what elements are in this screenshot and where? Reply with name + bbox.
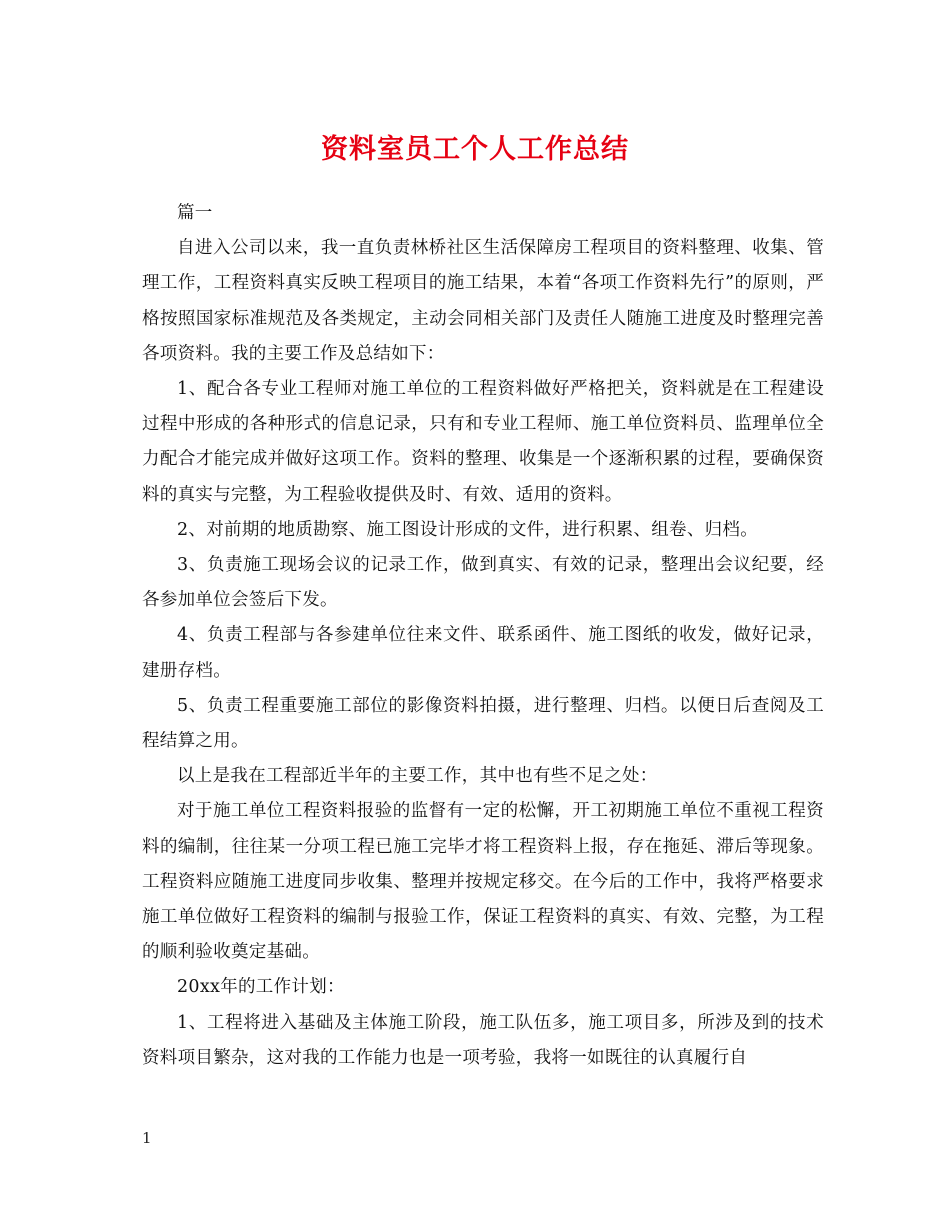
paragraph-item-1: 1、配合各专业工程师对施工单位的工程资料做好严格把关，资料就是在工程建设过程中形成的各种形式的信息记录，只有和专业工程师、施工单位资料员、监理单位全力配合才能完成并做好这项工作。资料的整理、收集是一个逐渐积累的过程，要确保资料的真实与完整，为工程验收提供及时、有效、适用的资料。 [142, 379, 824, 505]
paragraph-item-3: 3、负责施工现场会议的记录工作，做到真实、有效的记录，整理出会议纪要，经各参加单位会签后下发。 [142, 555, 824, 611]
section-heading: 篇一 [177, 203, 213, 223]
paragraph-item-4: 4、负责工程部与各参建单位往来文件、联系函件、施工图纸的收发，做好记录，建册存档。 [142, 625, 824, 681]
paragraph-plan-heading: 20xx年的工作计划： [177, 977, 345, 998]
paragraph-item-5: 5、负责工程重要施工部位的影像资料拍摄，进行整理、归档。以便日后查阅及工程结算之用。 [142, 695, 824, 752]
paragraph-intro: 自进入公司以来，我一直负责林桥社区生活保障房工程项目的资料整理、收集、管理工作，工程资料真实反映工程项目的施工结果，本着“各项工作资料先行”的原则，严格按照国家标准规范及各类规定，主动会同相关部门及责任人随施工进度及时整理完善各项资料。我的主要工作及总结如下： [142, 238, 824, 364]
paragraph-item-2: 2、对前期的地质勘察、施工图设计形成的文件，进行积累、组卷、归档。 [177, 519, 759, 540]
page-number: 1 [142, 1129, 152, 1147]
paragraph-plan-item-1: 1、工程将进入基础及主体施工阶段，施工队伍多，施工项目多，所涉及到的技术资料项目繁杂，这对我的工作能力也是一项考验，我将一如既往的认真履行自 [142, 1012, 824, 1068]
paragraph-shortcomings: 对于施工单位工程资料报验的监督有一定的松懈，开工初期施工单位不重视工程资料的编制，往往某一分项工程已施工完毕才将工程资料上报，存在拖延、滞后等现象。工程资料应随施工进度同步收集、整理并按规定移交。在今后的工作中，我将严格要求施工单位做好工程资料的编制与报验工作，保证工程资料的真实、有效、完整，为工程的顺利验收奠定基础。 [142, 801, 824, 963]
document-body [142, 196, 824, 1076]
paragraph-shortcomings-intro: 以上是我在工程部近半年的主要工作，其中也有些不足之处： [177, 766, 658, 787]
document-title: 资料室员工个人工作总结 [321, 134, 629, 165]
